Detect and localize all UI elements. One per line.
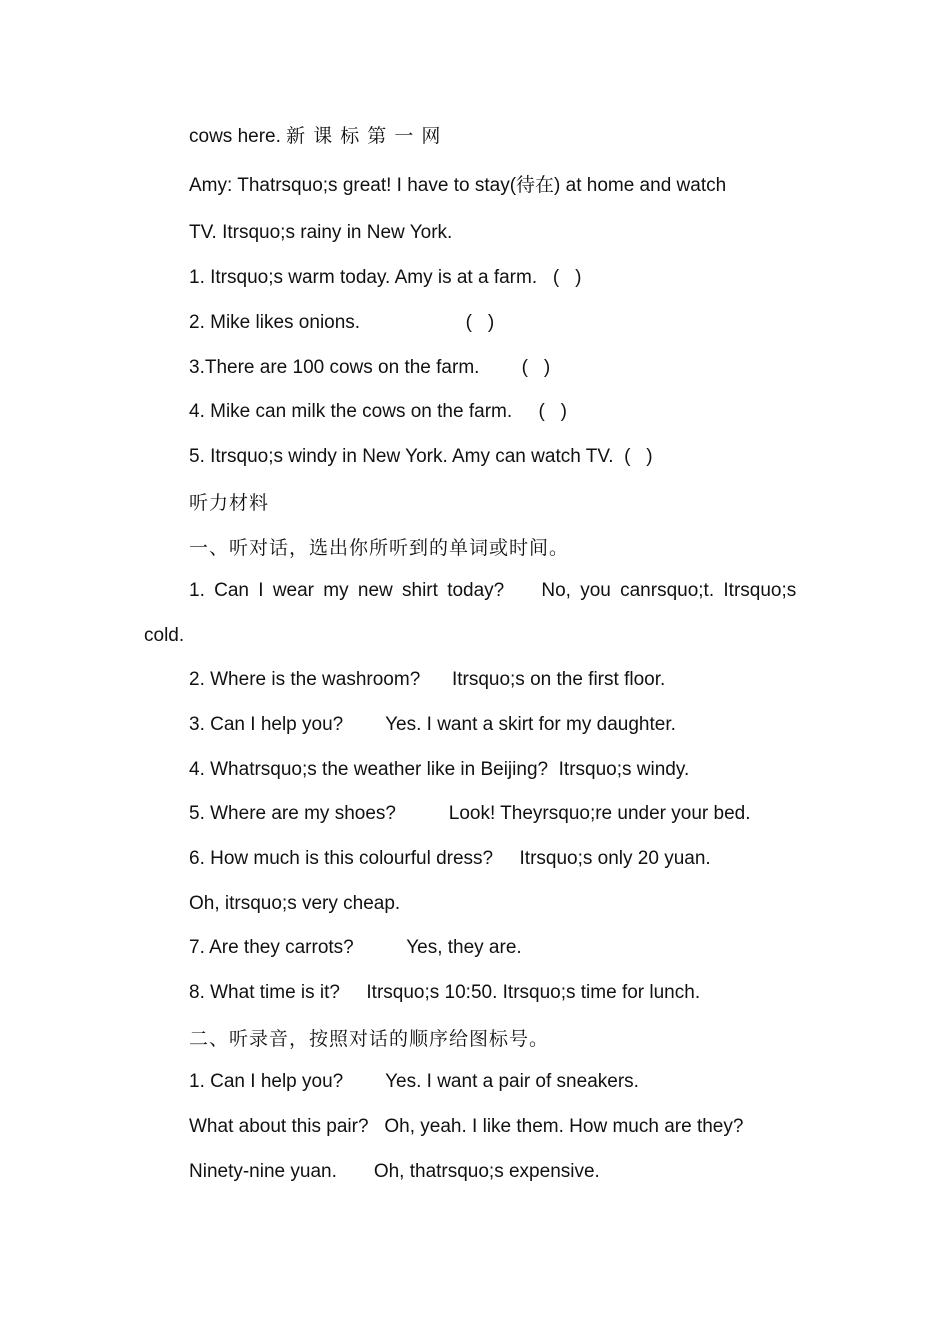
- dialogue-line: 3. Can I help you? Yes. I want a skirt for my daughter.: [189, 714, 676, 735]
- dialogue-line: 1. Can I help you? Yes. I want a pair of sneakers.: [189, 1071, 639, 1092]
- text-line: TV. Itrsquo;s rainy in New York.: [189, 222, 453, 243]
- question-1: 1. Itrsquo;s warm today. Amy is at a farm. ( ): [189, 267, 582, 288]
- section-heading: 听力材料: [189, 492, 270, 514]
- dialogue-line: 4. Whatrsquo;s the weather like in Beijing? Itrsquo;s windy.: [189, 759, 690, 780]
- text-line: [189, 124, 441, 149]
- text-line: Amy: Thatrsquo;s great! I have to stay(待在) at home and watch: [189, 175, 727, 196]
- dialogue-line: 2. Where is the washroom? Itrsquo;s on the first floor.: [189, 669, 666, 690]
- text-span: cows here.: [189, 126, 287, 147]
- watermark-text: 新 课 标 第 一 网: [286, 125, 442, 147]
- dialogue-line: 7. Are they carrots? Yes, they are.: [189, 937, 522, 958]
- dialogue-line: Ninety-nine yuan. Oh, thatrsquo;s expensive.: [189, 1161, 600, 1182]
- section-title: 二、听录音，按照对话的顺序给图标号。: [189, 1028, 550, 1050]
- question-3: 3.There are 100 cows on the farm. ( ): [189, 357, 551, 378]
- dialogue-line: 6. How much is this colourful dress? Itrsquo;s only 20 yuan.: [189, 848, 711, 869]
- question-2: 2. Mike likes onions. ( ): [189, 312, 495, 333]
- dialogue-line: 1. Can I wear my new shirt today? No, you canrsquo;t. Itrsquo;s: [189, 580, 797, 601]
- section-title: 一、听对话，选出你所听到的单词或时间。: [189, 537, 570, 559]
- dialogue-line: cold.: [144, 625, 185, 646]
- question-5: 5. Itrsquo;s windy in New York. Amy can watch TV. ( ): [189, 446, 653, 467]
- question-4: 4. Mike can milk the cows on the farm. ( ): [189, 401, 568, 422]
- dialogue-line: What about this pair? Oh, yeah. I like them. How much are they?: [189, 1116, 744, 1137]
- dialogue-line: 8. What time is it? Itrsquo;s 10:50. Itrsquo;s time for lunch.: [189, 982, 701, 1003]
- dialogue-line: Oh, itrsquo;s very cheap.: [189, 893, 401, 914]
- dialogue-line: 5. Where are my shoes? Look! Theyrsquo;re under your bed.: [189, 803, 751, 824]
